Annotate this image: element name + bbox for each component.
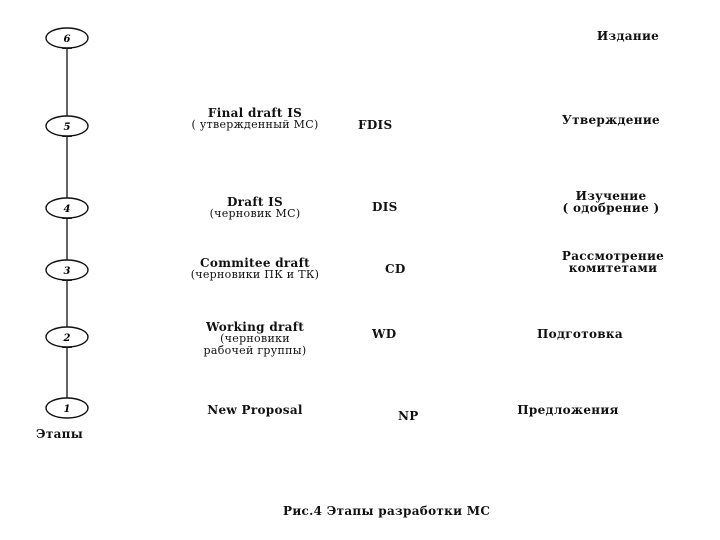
- stage-node-1: [46, 398, 88, 418]
- stage-name-title: New Proposal: [207, 403, 303, 417]
- stage-name: [140, 321, 370, 357]
- stage-name: [140, 196, 370, 220]
- stage-abbreviation: DIS: [372, 200, 398, 214]
- stage-abbreviation: NP: [398, 409, 419, 423]
- stage-action: [525, 328, 635, 340]
- figure-caption: Рис.4 Этапы разработки МС: [283, 504, 491, 518]
- stage-action-line: Рассмотрение: [561, 249, 665, 263]
- stage-node-3: [46, 260, 88, 280]
- stage-action: [558, 250, 668, 274]
- stage-name-subtitle: (черновик МС): [209, 207, 301, 220]
- stage-action-line: Подготовка: [537, 327, 623, 341]
- stage-name-subtitle: ( утвержденный МС): [191, 118, 319, 131]
- stage-name-title: Commitee draft: [200, 256, 310, 270]
- stage-node-4: [46, 198, 88, 218]
- stage-action-line: Изучение: [575, 189, 647, 203]
- stage-name: [140, 404, 370, 416]
- stage-action: [573, 30, 683, 42]
- stage-number: 5: [63, 122, 71, 133]
- stage-name: [140, 107, 370, 131]
- stage-action-line: комитетами: [568, 261, 658, 275]
- stage-action: [556, 190, 666, 214]
- stage-node-2: [46, 327, 88, 347]
- stage-number: 2: [63, 333, 71, 344]
- stage-name-subtitle: (черновики: [220, 332, 290, 345]
- stage-abbreviation: WD: [372, 327, 397, 341]
- stage-name-subtitle: рабочей группы): [203, 344, 307, 357]
- stage-name-title: Working draft: [205, 320, 305, 334]
- stage-abbreviation: FDIS: [358, 118, 393, 132]
- axis-label: Этапы: [36, 427, 84, 441]
- stage-name-title: Draft IS: [226, 195, 284, 209]
- stage-action-line: ( одобрение ): [562, 201, 660, 215]
- stage-number: 1: [63, 404, 71, 415]
- stage-name-subtitle: (черновики ПК и ТК): [190, 268, 320, 281]
- stage-node-6: [46, 28, 88, 48]
- stage-action: [556, 114, 666, 126]
- stage-abbreviation: CD: [385, 262, 406, 276]
- stage-action-line: Утверждение: [562, 113, 660, 127]
- stage-action: [513, 404, 623, 416]
- stage-number: 3: [63, 266, 71, 277]
- stage-action-line: Издание: [596, 29, 660, 43]
- stage-name: [140, 257, 370, 281]
- stage-node-5: [46, 116, 88, 136]
- stage-number: 6: [63, 34, 71, 45]
- stage-number: 4: [63, 204, 71, 215]
- stage-action-line: Предложения: [517, 403, 619, 417]
- stage-name-title: Final draft IS: [207, 106, 303, 120]
